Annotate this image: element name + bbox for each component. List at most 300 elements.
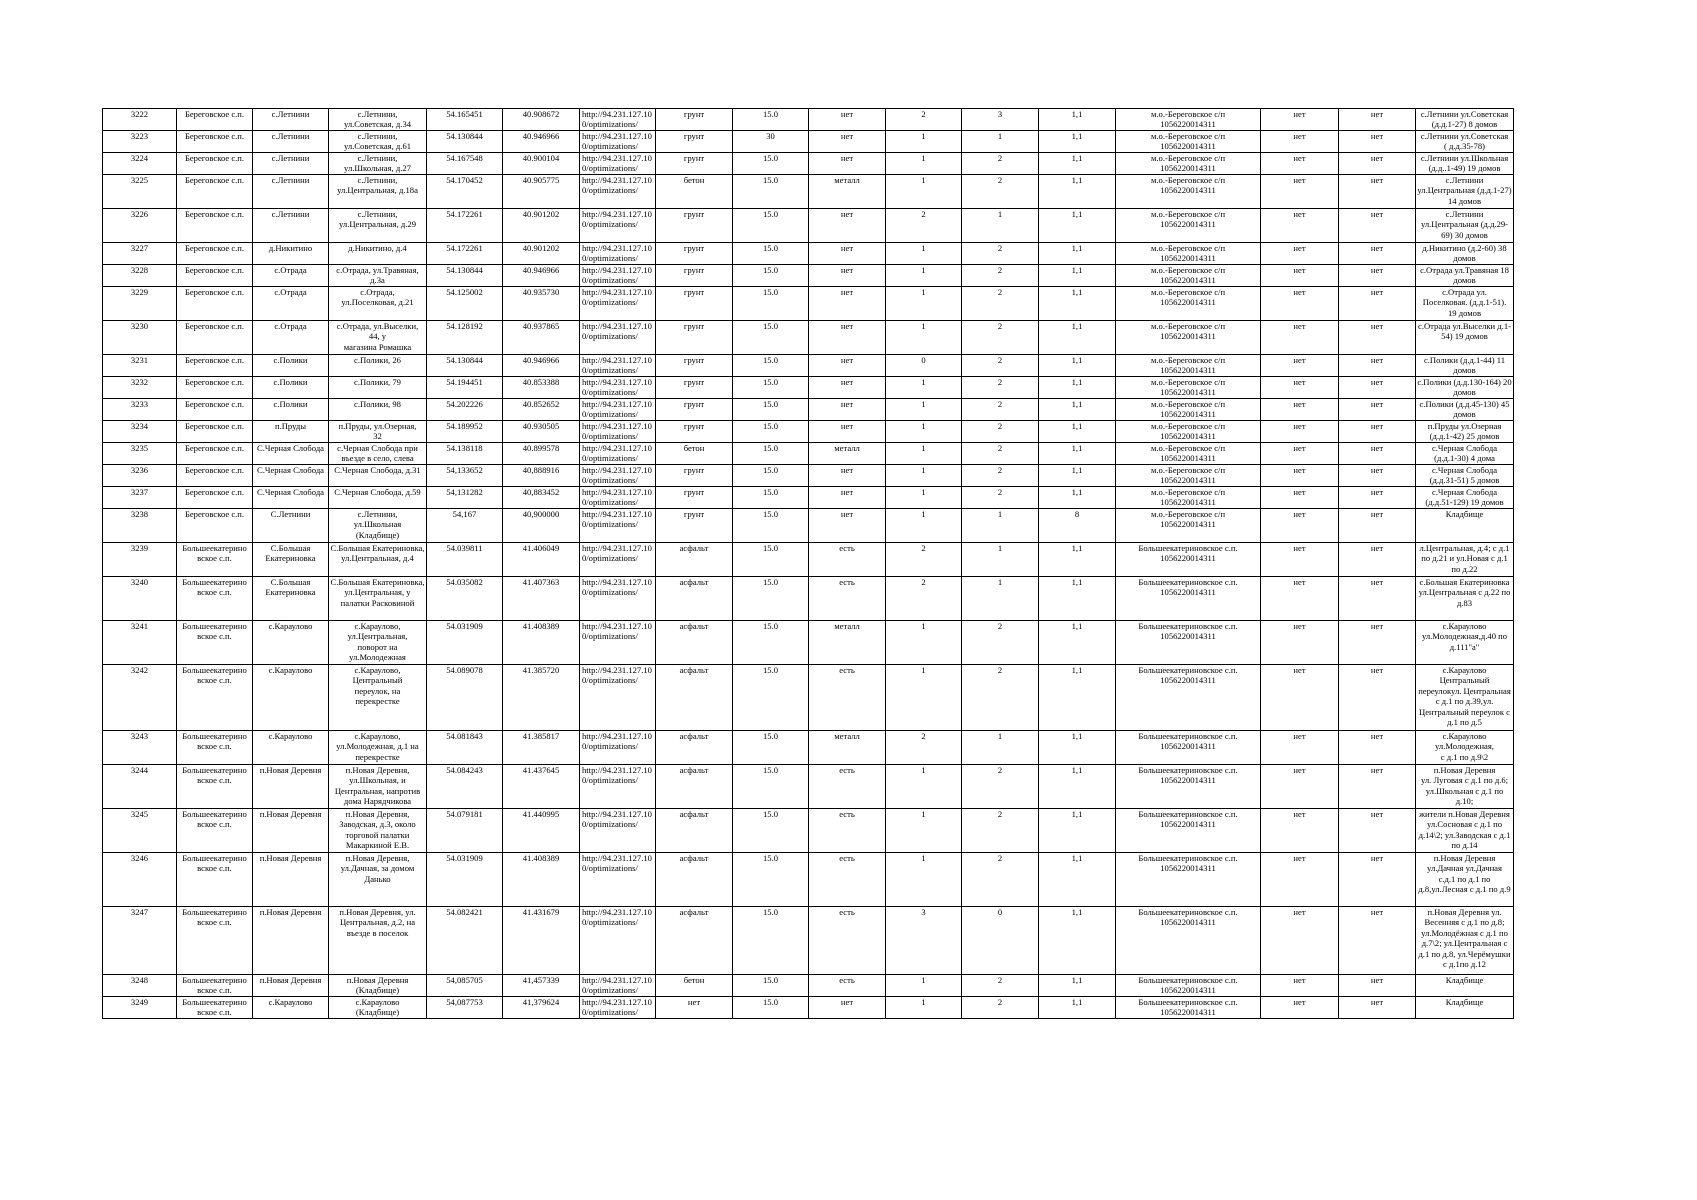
cell-surface: грунт [656, 321, 733, 355]
cell-containers-a: 1 [886, 465, 962, 487]
cell-owner: Большеекатериновское с.п. 1056220014311 [1116, 543, 1261, 577]
cell-containers-a: 1 [886, 153, 962, 175]
cell-settlement: Береговское с.п. [177, 243, 253, 265]
cell-col-extra-a: нет [1261, 907, 1339, 975]
cell-col-extra-a: нет [1261, 399, 1339, 421]
cell-served-objects: Кладбище [1416, 975, 1514, 997]
cell-address: с.Летнини, ул.Центральная, д.29 [329, 209, 427, 243]
cell-owner: м.о.-Береговское с/п 1056220014311 [1116, 153, 1261, 175]
cell-surface: асфальт [656, 621, 733, 665]
cell-area: 15.0 [733, 321, 809, 355]
cell-number: 3227 [103, 243, 177, 265]
table-row [103, 731, 1514, 765]
cell-fence: есть [809, 853, 886, 907]
cell-col-extra-b: нет [1339, 443, 1416, 465]
cell-containers-b: 2 [962, 287, 1039, 321]
cell-volume: 1,1 [1039, 465, 1116, 487]
registry-table [102, 108, 1514, 1019]
cell-address: п.Новая Деревня, ул.Школьная, и Центральная, напротив дома Нарядчикова [329, 765, 427, 809]
cell-surface: грунт [656, 487, 733, 509]
cell-col-extra-a: нет [1261, 997, 1339, 1019]
cell-latitude: 54.128192 [427, 321, 503, 355]
cell-link[interactable]: http://94.231.127.10 0/optimizations/ [580, 577, 656, 621]
cell-link[interactable]: http://94.231.127.10 0/optimizations/ [580, 265, 656, 287]
cell-number: 3231 [103, 355, 177, 377]
cell-area: 15.0 [733, 243, 809, 265]
cell-col-extra-b: нет [1339, 109, 1416, 131]
cell-number: 3233 [103, 399, 177, 421]
cell-containers-a: 0 [886, 355, 962, 377]
cell-area: 15.0 [733, 731, 809, 765]
cell-volume: 1,1 [1039, 907, 1116, 975]
cell-area: 15.0 [733, 175, 809, 209]
cell-longitude: 40.946966 [503, 131, 580, 153]
cell-containers-a: 3 [886, 907, 962, 975]
cell-volume: 8 [1039, 509, 1116, 543]
cell-area: 15.0 [733, 443, 809, 465]
cell-volume: 1,1 [1039, 355, 1116, 377]
cell-containers-b: 3 [962, 109, 1039, 131]
cell-address: с.Летнини, ул.Советская, д.61 [329, 131, 427, 153]
cell-owner: м.о.-Береговское с/п 1056220014311 [1116, 265, 1261, 287]
cell-surface: грунт [656, 355, 733, 377]
cell-served-objects: с.Полики (д.д.45-130) 45 домов [1416, 399, 1514, 421]
cell-link[interactable]: http://94.231.127.10 0/optimizations/ [580, 209, 656, 243]
cell-link[interactable]: http://94.231.127.10 0/optimizations/ [580, 399, 656, 421]
cell-latitude: 54,131282 [427, 487, 503, 509]
cell-col-extra-b: нет [1339, 765, 1416, 809]
cell-surface: грунт [656, 153, 733, 175]
cell-link[interactable]: http://94.231.127.10 0/optimizations/ [580, 321, 656, 355]
cell-volume: 1,1 [1039, 153, 1116, 175]
cell-settlement: Большеекатерино вское с.п. [177, 907, 253, 975]
cell-served-objects: с.Полики (д.д.1-44) 11 домов [1416, 355, 1514, 377]
cell-served-objects: с.Караулово ул.Молодежная,д.40 по д.111"а" [1416, 621, 1514, 665]
cell-number: 3234 [103, 421, 177, 443]
cell-longitude: 41.431679 [503, 907, 580, 975]
cell-surface: грунт [656, 509, 733, 543]
cell-col-extra-a: нет [1261, 577, 1339, 621]
cell-surface: асфальт [656, 731, 733, 765]
cell-locality: п.Новая Деревня [253, 809, 329, 853]
cell-settlement: Большеекатерино вское с.п. [177, 621, 253, 665]
cell-containers-b: 2 [962, 175, 1039, 209]
cell-link[interactable]: http://94.231.127.10 0/optimizations/ [580, 907, 656, 975]
cell-col-extra-a: нет [1261, 853, 1339, 907]
cell-served-objects: с.Черная Слобода (д.д.1-30) 4 дома [1416, 443, 1514, 465]
cell-owner: м.о.-Береговское с/п 1056220014311 [1116, 175, 1261, 209]
cell-served-objects: с.Отрада ул. Поселковая. (д.д.1-51). 19 домов [1416, 287, 1514, 321]
cell-col-extra-a: нет [1261, 243, 1339, 265]
cell-surface: асфальт [656, 577, 733, 621]
cell-link[interactable]: http://94.231.127.10 0/optimizations/ [580, 355, 656, 377]
cell-settlement: Большеекатерино вское с.п. [177, 975, 253, 997]
cell-fence: металл [809, 443, 886, 465]
cell-containers-a: 1 [886, 665, 962, 731]
cell-surface: бетон [656, 443, 733, 465]
cell-containers-b: 1 [962, 543, 1039, 577]
cell-address: п.Пруды, ул.Озерная, 32 [329, 421, 427, 443]
cell-owner: м.о.-Береговское с/п 1056220014311 [1116, 465, 1261, 487]
cell-locality: п.Новая Деревня [253, 975, 329, 997]
cell-fence: нет [809, 209, 886, 243]
cell-col-extra-a: нет [1261, 109, 1339, 131]
cell-latitude: 54,085705 [427, 975, 503, 997]
cell-address: с.Отрада, ул.Выселки, 44, у магазина Ромашка [329, 321, 427, 355]
cell-fence: нет [809, 109, 886, 131]
cell-containers-b: 2 [962, 621, 1039, 665]
cell-locality: п.Новая Деревня [253, 853, 329, 907]
cell-containers-a: 1 [886, 131, 962, 153]
table-row [103, 209, 1514, 243]
cell-address: с.Отрада, ул.Поселковая, д.21 [329, 287, 427, 321]
table-row [103, 907, 1514, 975]
cell-area: 15.0 [733, 765, 809, 809]
cell-col-extra-b: нет [1339, 175, 1416, 209]
cell-served-objects: с.Полики (д.д.130-164) 20 домов [1417, 377, 1512, 398]
cell-latitude: 54.082421 [427, 907, 503, 975]
cell-owner: м.о.-Береговское с/п 1056220014311 [1116, 209, 1261, 243]
cell-volume: 1,1 [1039, 377, 1116, 399]
cell-link[interactable]: http://94.231.127.10 0/optimizations/ [580, 509, 656, 543]
cell-address: с.Полики, 26 [329, 355, 427, 377]
table-row [103, 355, 1514, 377]
cell-col-extra-a: нет [1261, 509, 1339, 543]
cell-address: с.Летнини, ул.Советская, д.34 [329, 109, 427, 131]
cell-locality: с.Отрада [253, 321, 329, 355]
cell-surface: грунт [656, 209, 733, 243]
cell-latitude: 54.031909 [427, 853, 503, 907]
cell-owner: Большеекатериновское с.п. 1056220014311 [1116, 731, 1261, 765]
cell-longitude: 40.901202 [503, 209, 580, 243]
cell-served-objects: с.Летнини ул.Школьная (д.д..1-49) 19 домов [1416, 153, 1514, 175]
table-row [103, 109, 1514, 131]
cell-link[interactable]: http://94.231.127.10 0/optimizations/ [580, 731, 656, 765]
cell-link[interactable]: http://94.231.127.10 0/optimizations/ [580, 621, 656, 665]
cell-owner: Большеекатериновское с.п. 1056220014311 [1116, 665, 1261, 731]
cell-volume: 1,1 [1039, 209, 1116, 243]
cell-owner: Большеекатериновское с.п. 1056220014311 [1116, 809, 1261, 853]
cell-link[interactable]: http://94.231.127.10 0/optimizations/ [580, 853, 656, 907]
cell-link[interactable]: http://94.231.127.10 0/optimizations/ [580, 975, 656, 997]
cell-served-objects: п.Пруды ул.Озерная (д.д.1-42) 25 домов [1416, 421, 1514, 443]
cell-longitude: 40.935730 [503, 287, 580, 321]
cell-containers-a: 2 [886, 731, 962, 765]
cell-col-extra-a: нет [1261, 209, 1339, 243]
cell-settlement: Береговское с.п. [177, 355, 253, 377]
cell-containers-a: 1 [886, 321, 962, 355]
cell-containers-a: 1 [886, 399, 962, 421]
cell-link[interactable]: http://94.231.127.10 0/optimizations/ [580, 809, 656, 853]
cell-longitude: 41.385817 [503, 731, 580, 765]
cell-owner: м.о.-Береговское с/п 1056220014311 [1116, 421, 1261, 443]
cell-settlement: Береговское с.п. [177, 443, 253, 465]
cell-col-extra-b: нет [1339, 287, 1416, 321]
cell-number: 3228 [103, 265, 177, 287]
cell-settlement: Большеекатерино вское с.п. [177, 853, 253, 907]
cell-area: 15.0 [733, 853, 809, 907]
cell-volume: 1,1 [1039, 543, 1116, 577]
cell-col-extra-a: нет [1261, 543, 1339, 577]
cell-area: 15.0 [733, 287, 809, 321]
cell-settlement: Большеекатерино вское с.п. [177, 731, 253, 765]
cell-link[interactable]: http://94.231.127.10 0/optimizations/ [580, 465, 656, 487]
cell-longitude: 40.930505 [503, 421, 580, 443]
cell-locality: п.Новая Деревня [253, 907, 329, 975]
table-row [103, 809, 1514, 853]
cell-col-extra-a: нет [1261, 355, 1339, 377]
cell-owner: м.о.-Береговское с/п 1056220014311 [1116, 443, 1261, 465]
cell-address: с.Полики, 98 [329, 399, 427, 421]
cell-surface: грунт [656, 377, 733, 399]
cell-col-extra-a: нет [1261, 665, 1339, 731]
cell-settlement: Береговское с.п. [177, 209, 253, 243]
cell-address: с.Летнини, ул.Центральная, д.18а [329, 175, 427, 209]
cell-number: 3246 [103, 853, 177, 907]
cell-surface: грунт [656, 131, 733, 153]
cell-longitude: 41.440995 [503, 809, 580, 853]
cell-link[interactable]: http://94.231.127.10 0/optimizations/ [580, 765, 656, 809]
cell-latitude: 54,087753 [427, 997, 503, 1019]
cell-number: 3241 [103, 621, 177, 665]
cell-longitude: 40.905775 [503, 175, 580, 209]
cell-containers-b: 2 [962, 665, 1039, 731]
cell-col-extra-b: нет [1339, 809, 1416, 853]
cell-latitude: 54.130844 [427, 265, 503, 287]
cell-address: п.Новая Деревня, ул. Центральная, д.2, на въезде в поселок [329, 907, 427, 975]
cell-fence: есть [809, 907, 886, 975]
cell-link[interactable]: http://94.231.127.10 0/optimizations/ [580, 543, 656, 577]
cell-link[interactable]: http://94.231.127.10 0/optimizations/ [580, 443, 656, 465]
cell-containers-a: 1 [886, 509, 962, 543]
table-row [103, 509, 1514, 543]
cell-longitude: 40.853388 [503, 377, 580, 399]
cell-link[interactable]: http://94.231.127.10 0/optimizations/ [580, 175, 656, 209]
cell-col-extra-a: нет [1261, 487, 1339, 509]
cell-fence: есть [809, 809, 886, 853]
cell-settlement: Береговское с.п. [177, 131, 253, 153]
cell-containers-a: 1 [886, 975, 962, 997]
cell-area: 15.0 [733, 153, 809, 175]
cell-link[interactable]: http://94.231.127.10 0/optimizations/ [580, 287, 656, 321]
cell-owner: м.о.-Береговское с/п 1056220014311 [1116, 509, 1261, 543]
cell-link[interactable]: http://94.231.127.10 0/optimizations/ [580, 487, 656, 509]
cell-locality: п.Новая Деревня [253, 765, 329, 809]
cell-containers-b: 2 [962, 853, 1039, 907]
cell-link[interactable]: http://94.231.127.10 0/optimizations/ [580, 131, 656, 153]
cell-col-extra-b: нет [1339, 975, 1416, 997]
cell-containers-b: 2 [962, 355, 1039, 377]
cell-longitude: 40.937865 [503, 321, 580, 355]
cell-longitude: 40.899578 [503, 443, 580, 465]
cell-containers-a: 1 [886, 809, 962, 853]
cell-longitude: 40.946966 [503, 265, 580, 287]
cell-settlement: Береговское с.п. [177, 509, 253, 543]
cell-volume: 1,1 [1039, 731, 1116, 765]
cell-number: 3243 [103, 731, 177, 765]
cell-served-objects: д.Никитино (д.2-60) 38 домов [1416, 243, 1514, 265]
cell-longitude: 41.385720 [503, 665, 580, 731]
cell-fence: есть [809, 975, 886, 997]
cell-longitude: 41,379624 [503, 997, 580, 1019]
cell-number: 3249 [103, 997, 177, 1019]
cell-surface: бетон [656, 175, 733, 209]
cell-link[interactable]: http://94.231.127.10 0/optimizations/ [580, 377, 656, 399]
cell-locality: с.Летнини [253, 209, 329, 243]
cell-number: 3229 [103, 287, 177, 321]
cell-settlement: Береговское с.п. [177, 321, 253, 355]
cell-address: с.Черная Слобода при въезде в село, слева [329, 443, 427, 465]
cell-surface: асфальт [656, 765, 733, 809]
cell-longitude: 40,900000 [503, 509, 580, 543]
cell-col-extra-a: нет [1261, 731, 1339, 765]
cell-col-extra-a: нет [1261, 465, 1339, 487]
cell-number: 3226 [103, 209, 177, 243]
cell-surface: асфальт [656, 543, 733, 577]
cell-fence: нет [809, 487, 886, 509]
cell-fence: есть [809, 665, 886, 731]
cell-fence: есть [809, 765, 886, 809]
cell-locality: С.Большая Екатериновка [253, 577, 329, 621]
cell-longitude: 41.408389 [503, 621, 580, 665]
cell-col-extra-a: нет [1261, 377, 1339, 399]
cell-link[interactable]: http://94.231.127.10 0/optimizations/ [580, 243, 656, 265]
cell-area: 15.0 [733, 209, 809, 243]
cell-col-extra-a: нет [1261, 975, 1339, 997]
cell-containers-a: 1 [886, 421, 962, 443]
cell-col-extra-a: нет [1261, 131, 1339, 153]
cell-owner: м.о.-Береговское с/п 1056220014311 [1116, 399, 1261, 421]
cell-locality: с.Караулово [253, 621, 329, 665]
cell-fence: нет [809, 355, 886, 377]
cell-owner: м.о.-Береговское с/п 1056220014311 [1116, 109, 1261, 131]
cell-fence: нет [809, 377, 886, 399]
cell-volume: 1,1 [1039, 577, 1116, 621]
table-row [103, 487, 1514, 509]
cell-number: 3232 [103, 377, 177, 399]
cell-locality: с.Летнини [253, 131, 329, 153]
cell-address: п.Новая Деревня, Заводская, д.3, около торговой палатки Макаркиной Е.В. [329, 809, 427, 853]
cell-latitude: 54.031909 [427, 621, 503, 665]
cell-containers-a: 1 [886, 377, 962, 399]
cell-locality: С.Черная Слобода [253, 487, 329, 509]
cell-volume: 1,1 [1039, 109, 1116, 131]
cell-volume: 1,1 [1039, 421, 1116, 443]
cell-settlement: Большеекатерино вское с.п. [177, 665, 253, 731]
cell-number: 3224 [103, 153, 177, 175]
cell-surface: грунт [656, 399, 733, 421]
cell-owner: м.о.-Береговское с/п 1056220014311 [1116, 377, 1261, 399]
cell-col-extra-b: нет [1339, 907, 1416, 975]
cell-area: 15.0 [733, 621, 809, 665]
cell-served-objects: с.Черная Слобода (д.д.51-129) 19 домов [1416, 487, 1514, 509]
cell-surface: асфальт [656, 665, 733, 731]
table-row [103, 377, 1514, 399]
cell-containers-b: 2 [962, 975, 1039, 997]
cell-number: 3236 [103, 465, 177, 487]
cell-link[interactable]: http://94.231.127.10 0/optimizations/ [580, 997, 656, 1019]
cell-link[interactable]: http://94.231.127.10 0/optimizations/ [580, 665, 656, 731]
cell-col-extra-b: нет [1339, 543, 1416, 577]
cell-latitude: 54.084243 [427, 765, 503, 809]
table-row [103, 287, 1514, 321]
cell-area: 15.0 [733, 509, 809, 543]
cell-latitude: 54.081843 [427, 731, 503, 765]
cell-locality: д.Никитино [253, 243, 329, 265]
table-row [103, 153, 1514, 175]
table-row [103, 321, 1514, 355]
cell-containers-b: 2 [962, 377, 1039, 399]
cell-containers-b: 1 [962, 131, 1039, 153]
table-row [103, 577, 1514, 621]
cell-col-extra-b: нет [1339, 509, 1416, 543]
cell-latitude: 54.167548 [427, 153, 503, 175]
cell-address: п.Новая Деревня, ул.Дачная, за домом Данько [329, 853, 427, 907]
cell-col-extra-b: нет [1339, 465, 1416, 487]
cell-owner: Большеекатериновское с.п. 1056220014311 [1116, 853, 1261, 907]
cell-volume: 1,1 [1039, 443, 1116, 465]
table-row [103, 443, 1514, 465]
cell-longitude: 41.407363 [503, 577, 580, 621]
cell-owner: Большеекатериновское с.п. 1056220014311 [1116, 907, 1261, 975]
cell-containers-a: 1 [886, 765, 962, 809]
cell-area: 15.0 [733, 665, 809, 731]
cell-containers-a: 1 [886, 265, 962, 287]
cell-col-extra-a: нет [1261, 809, 1339, 853]
cell-settlement: Большеекатерино вское с.п. [177, 809, 253, 853]
cell-surface: грунт [656, 109, 733, 131]
cell-fence: металл [809, 731, 886, 765]
cell-number: 3242 [103, 665, 177, 731]
cell-containers-a: 2 [886, 577, 962, 621]
cell-settlement: Береговское с.п. [177, 465, 253, 487]
cell-fence: металл [809, 175, 886, 209]
cell-locality: с.Летнини [253, 109, 329, 131]
cell-area: 15.0 [733, 377, 809, 399]
cell-volume: 1,1 [1039, 131, 1116, 153]
cell-settlement: Береговское с.п. [177, 377, 253, 399]
cell-settlement: Большеекатерино вское с.п. [177, 997, 253, 1019]
cell-owner: м.о.-Береговское с/п 1056220014311 [1116, 355, 1261, 377]
table-row [103, 997, 1514, 1019]
cell-latitude: 54.125002 [427, 287, 503, 321]
cell-containers-b: 2 [962, 997, 1039, 1019]
table-row [103, 421, 1514, 443]
cell-area: 15.0 [733, 355, 809, 377]
cell-owner: м.о.-Береговское с/п 1056220014311 [1116, 287, 1261, 321]
cell-address: д.Никитино, д.4 [329, 243, 427, 265]
cell-address: С.Большая Екатериновка, ул.Центральная, д.4 [329, 543, 427, 577]
cell-address: п.Новая Деревня (Кладбище) [329, 975, 427, 997]
cell-link[interactable]: http://94.231.127.10 0/optimizations/ [580, 421, 656, 443]
cell-area: 15.0 [733, 975, 809, 997]
cell-longitude: 40.852652 [503, 399, 580, 421]
cell-owner: Большеекатериновское с.п. 1056220014311 [1116, 975, 1261, 997]
cell-surface: грунт [656, 287, 733, 321]
cell-surface: грунт [656, 265, 733, 287]
cell-settlement: Береговское с.п. [177, 421, 253, 443]
cell-col-extra-b: нет [1339, 421, 1416, 443]
cell-link[interactable]: http://94.231.127.10 0/optimizations/ [580, 153, 656, 175]
table-row [103, 131, 1514, 153]
table-row [103, 621, 1514, 665]
cell-containers-b: 2 [962, 443, 1039, 465]
cell-link[interactable]: http://94.231.127.10 0/optimizations/ [580, 109, 656, 131]
cell-volume: 1,1 [1039, 665, 1116, 731]
cell-number: 3230 [103, 321, 177, 355]
cell-col-extra-b: нет [1339, 321, 1416, 355]
cell-fence: нет [809, 265, 886, 287]
